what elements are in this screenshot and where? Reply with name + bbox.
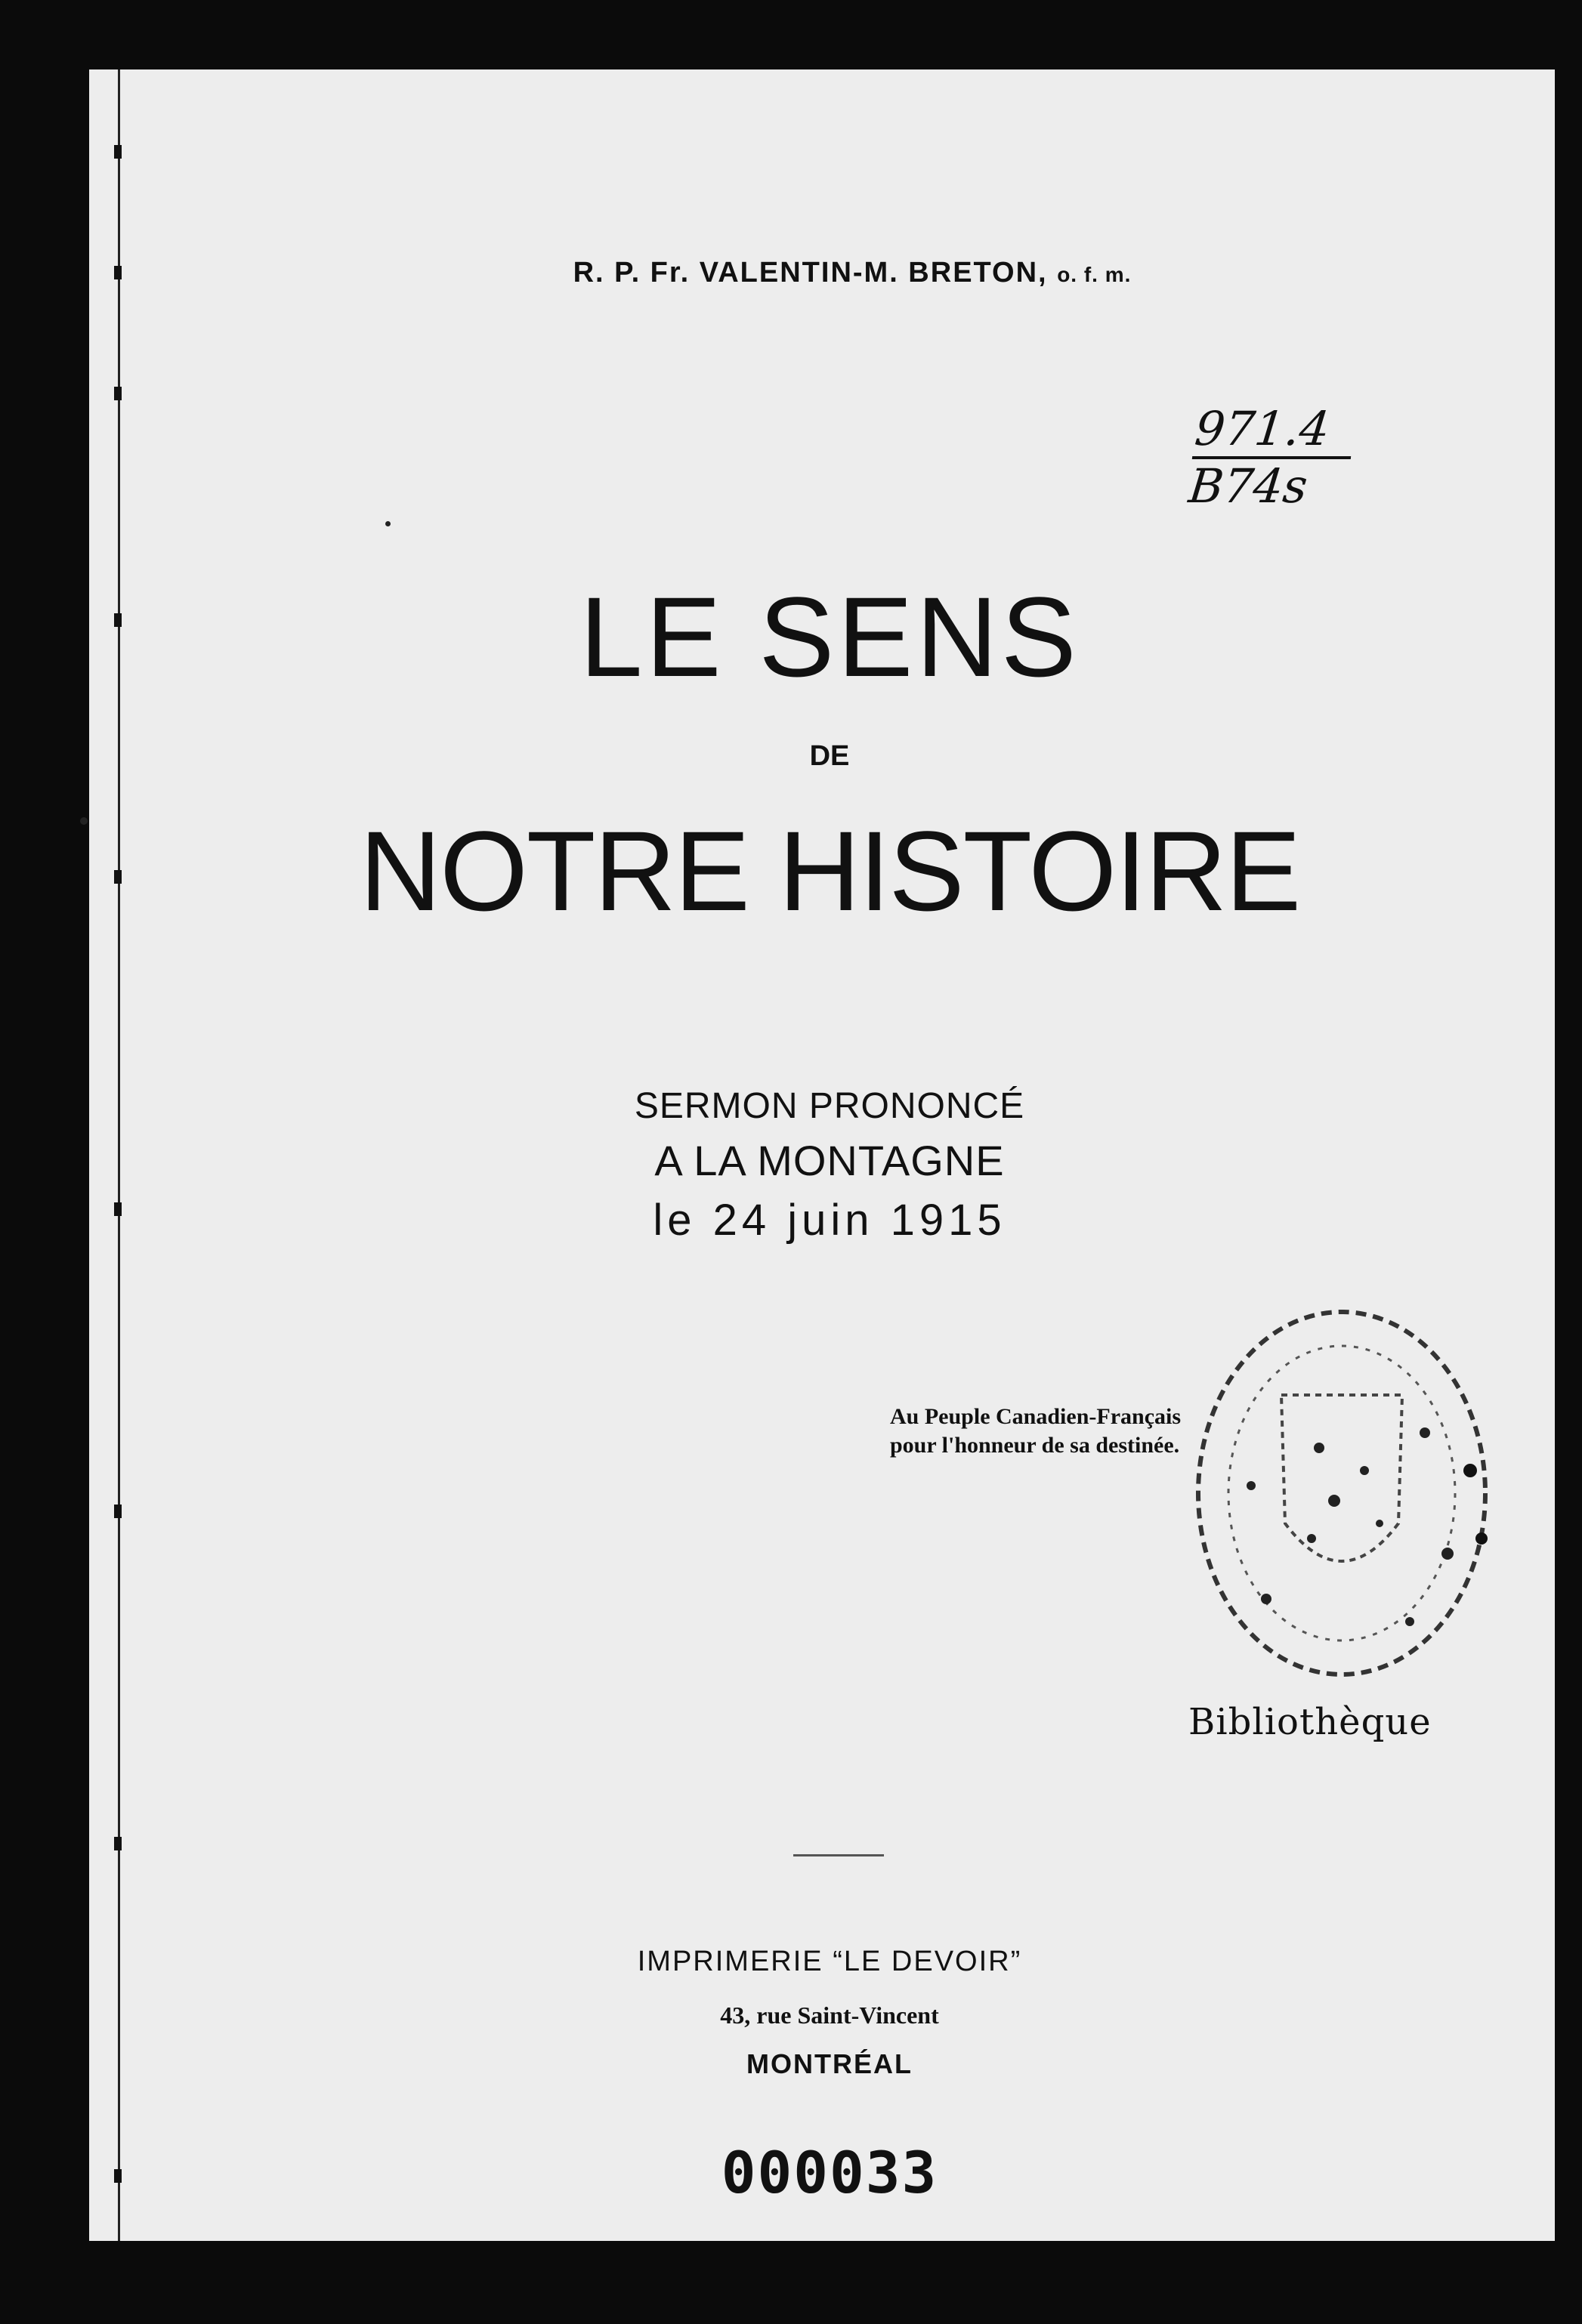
author-name: R. P. Fr. VALENTIN-M. BRETON, <box>573 257 1048 289</box>
title-page <box>89 69 1555 2241</box>
dedication <box>890 1403 1181 1460</box>
speck <box>385 521 391 526</box>
printer-name: IMPRIMERIE “LE DEVOIR” <box>637 1946 1022 1977</box>
printer-city: MONTRÉAL <box>746 2048 913 2079</box>
binding-mark <box>114 1505 122 1518</box>
document-number: 000033 <box>721 2139 938 2206</box>
handwritten-call-number <box>1186 402 1395 514</box>
binding-mark <box>114 387 122 400</box>
binding-mark <box>114 145 122 159</box>
speck <box>80 817 88 825</box>
printer-address: 43, rue Saint-Vincent <box>720 2001 939 2029</box>
call-number-cutter: B74s <box>1186 458 1311 514</box>
library-seal-stamp <box>1183 1297 1500 1690</box>
subtitle-date: le 24 juin 1915 <box>653 1196 1006 1245</box>
dedication-line-2: pour l'honneur de sa destinée. <box>890 1433 1180 1458</box>
author-order-suffix: o. f. m. <box>1057 263 1132 286</box>
author-line <box>89 257 1555 289</box>
binding-mark <box>114 1837 122 1850</box>
stamp-label: Bibliothèque <box>1188 1701 1432 1743</box>
call-number-class: 971.4 <box>1192 402 1357 459</box>
title-connector: DE <box>809 740 850 772</box>
dedication-line-1: Au Peuple Canadien-Français <box>890 1404 1182 1429</box>
subtitle-line-1: SERMON PRONONCÉ <box>634 1086 1025 1126</box>
title-line-2: NOTRE HISTOIRE <box>359 807 1300 934</box>
title-line-1: LE SENS <box>579 573 1080 700</box>
subtitle-line-2: A LA MONTAGNE <box>654 1137 1005 1184</box>
separator-rule <box>793 1854 884 1856</box>
